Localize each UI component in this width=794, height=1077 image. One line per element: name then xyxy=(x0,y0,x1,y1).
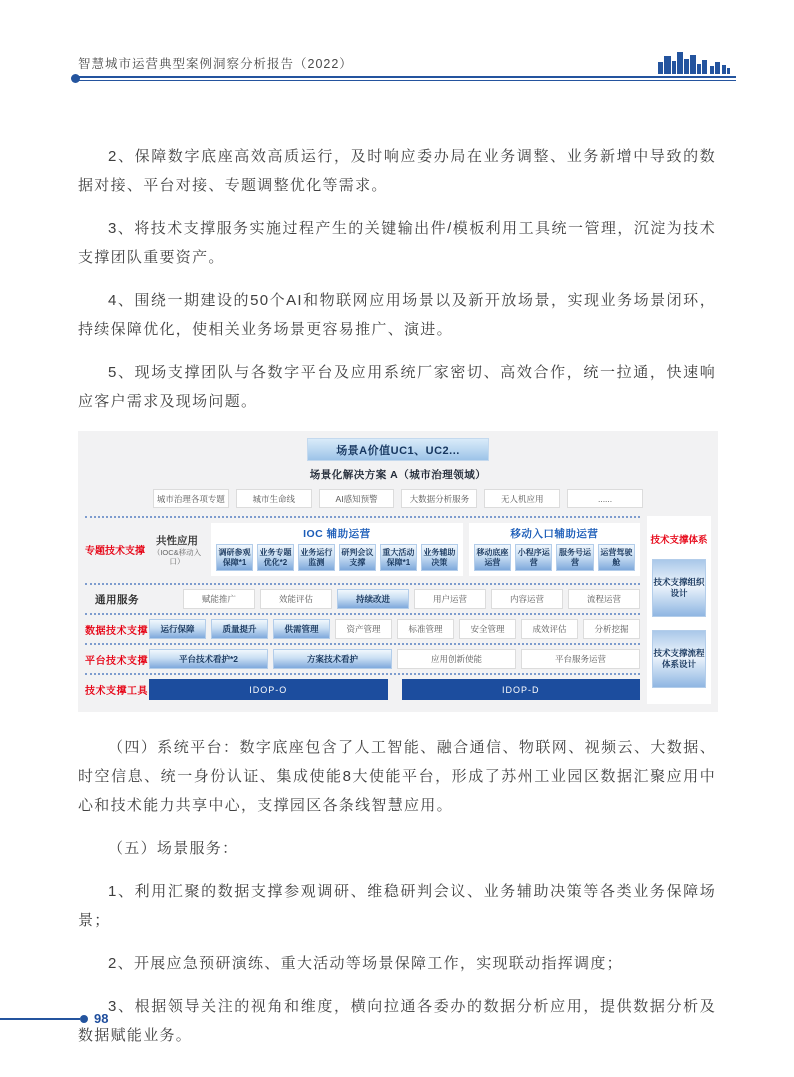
paragraph: 2、开展应急预研演练、重大活动等场景保障工作，实现联动指挥调度； xyxy=(108,955,623,972)
row-data-tech-support xyxy=(85,615,640,643)
paragraph: （四）系统平台：数字底座包含了人工智能、融合通信、物联网、视频云、大数据、时空信息、统一身份认证、集成使能8大使能平台，形成了苏州工业园区数据汇聚应用中心和技术能力共享中心，支撑园区各条线智慧应用。 xyxy=(78,739,716,814)
scenario-value-banner: 场景A价值UC1、UC2... xyxy=(307,438,489,461)
support-system-panel xyxy=(647,516,711,704)
report-header-title: 智慧城市运营典型案例洞察分析报告（2022） xyxy=(78,57,353,71)
solution-item: 无人机应用 xyxy=(484,489,560,508)
common-app-note: （IOC&移动入口） xyxy=(152,548,202,566)
mobile-item: 小程序运营 xyxy=(515,544,552,571)
row-label-tools: 技术支撑工具 xyxy=(85,686,148,697)
architecture-diagram xyxy=(78,431,718,712)
row-special-topic-support xyxy=(85,518,640,583)
platform-item: 应用创新使能 xyxy=(397,649,516,669)
general-item: 效能评估 xyxy=(260,589,332,609)
solution-title: 场景化解决方案 A（城市治理领域） xyxy=(309,469,487,481)
data-item: 标准管理 xyxy=(397,619,454,639)
paragraph: 1、利用汇聚的数据支撑参观调研、维稳研判会议、业务辅助决策等各类业务保障场景； xyxy=(78,883,716,929)
paragraph: 3、根据领导关注的视角和维度，横向拉通各委办的数据分析应用，提供数据分析及数据赋能业务。 xyxy=(78,998,716,1044)
row-label-special: 专题技术支撑 xyxy=(85,546,145,557)
platform-item: 方案技术看护 xyxy=(273,649,392,669)
solution-items-row xyxy=(85,489,711,508)
tool-bar-idop-o: IDOP-O xyxy=(149,679,388,700)
data-boxes xyxy=(149,619,640,639)
data-item: 分析挖掘 xyxy=(583,619,640,639)
row-general-services xyxy=(85,585,640,613)
paragraph: 4、围绕一期建设的50个AI和物联网应用场景以及新开放场景，实现业务场景闭环，持续保障优化，使相关业务场景更容易推广、演进。 xyxy=(78,292,716,338)
diagram-body xyxy=(85,516,711,704)
tool-bar-idop-d: IDOP-D xyxy=(402,679,641,700)
diagram-main xyxy=(85,516,640,704)
common-app-title: 共性应用 xyxy=(156,535,198,547)
solution-item: ...... xyxy=(567,489,643,508)
ioc-item: 研判会议支撑 xyxy=(339,544,376,571)
paragraph: 3、将技术支撑服务实施过程产生的关键输出件/模板利用工具统一管理，沉淀为技术支撑团队重要资产。 xyxy=(78,220,716,266)
footer-rule xyxy=(0,1018,80,1020)
general-item: 内容运营 xyxy=(491,589,563,609)
mobile-item: 服务号运营 xyxy=(556,544,593,571)
row-label-platform: 平台技术支撑 xyxy=(85,655,148,667)
data-item: 运行保障 xyxy=(149,619,206,639)
city-skyline-icon xyxy=(656,48,732,74)
data-item: 成效评估 xyxy=(521,619,578,639)
paragraph: 2、保障数字底座高效高质运行，及时响应委办局在业务调整、业务新增中导致的数据对接、平台对接、专题调整优化等需求。 xyxy=(78,148,716,194)
data-item: 安全管理 xyxy=(459,619,516,639)
row-label-data: 数据技术支撑 xyxy=(85,625,148,637)
solution-item: AI感知预警 xyxy=(319,489,395,508)
general-item: 流程运营 xyxy=(568,589,640,609)
row-support-tools xyxy=(85,675,640,704)
platform-boxes xyxy=(149,649,640,669)
support-system-title: 技术支撑体系 xyxy=(650,535,708,546)
header-rule xyxy=(74,76,736,82)
ioc-item: 业务专题优化*2 xyxy=(257,544,294,571)
general-item: 持续改进 xyxy=(337,589,409,609)
page-number: 98 xyxy=(94,1011,109,1026)
platform-item: 平台服务运营 xyxy=(521,649,640,669)
ioc-panel-title: IOC 辅助运营 xyxy=(303,528,371,540)
solution-item: 城市生命线 xyxy=(236,489,312,508)
ioc-item: 业务辅助决策 xyxy=(421,544,458,571)
mobile-panel-boxes xyxy=(474,544,635,571)
paragraph: （五）场景服务： xyxy=(108,840,239,857)
mobile-panel-title: 移动入口辅助运营 xyxy=(510,528,599,540)
ioc-item: 重大活动保障*1 xyxy=(380,544,417,571)
mobile-entry-panel xyxy=(469,523,640,576)
support-system-item: 技术支撑流程体系设计 xyxy=(652,630,706,688)
data-item: 资产管理 xyxy=(335,619,392,639)
support-system-item: 技术支撑组织设计 xyxy=(652,559,706,617)
general-item: 赋能推广 xyxy=(183,589,255,609)
header-rule-dot xyxy=(71,74,80,83)
data-item: 质量提升 xyxy=(211,619,268,639)
row-platform-tech-support xyxy=(85,645,640,673)
ioc-item: 业务运行监测 xyxy=(298,544,335,571)
solution-item: 城市治理各项专题 xyxy=(153,489,229,508)
general-boxes xyxy=(183,589,640,609)
ioc-panel xyxy=(211,523,463,576)
platform-item: 平台技术看护*2 xyxy=(149,649,268,669)
solution-item: 大数据分析服务 xyxy=(401,489,477,508)
data-item: 供需管理 xyxy=(273,619,330,639)
tool-bars xyxy=(149,679,640,700)
row-label-general: 通用服务 xyxy=(95,593,139,606)
page-content xyxy=(78,142,716,1064)
footer-rule-dot xyxy=(80,1015,88,1023)
mobile-item: 运营驾驶舱 xyxy=(598,544,635,571)
ioc-panel-boxes xyxy=(216,544,458,571)
ioc-item: 调研参观保障*1 xyxy=(216,544,253,571)
common-app-sublabel xyxy=(149,533,205,566)
general-item: 用户运营 xyxy=(414,589,486,609)
paragraph: 5、现场支撑团队与各数字平台及应用系统厂家密切、高效合作，统一拉通，快速响应客户需求及现场问题。 xyxy=(78,364,716,410)
mobile-item: 移动底座运营 xyxy=(474,544,511,571)
